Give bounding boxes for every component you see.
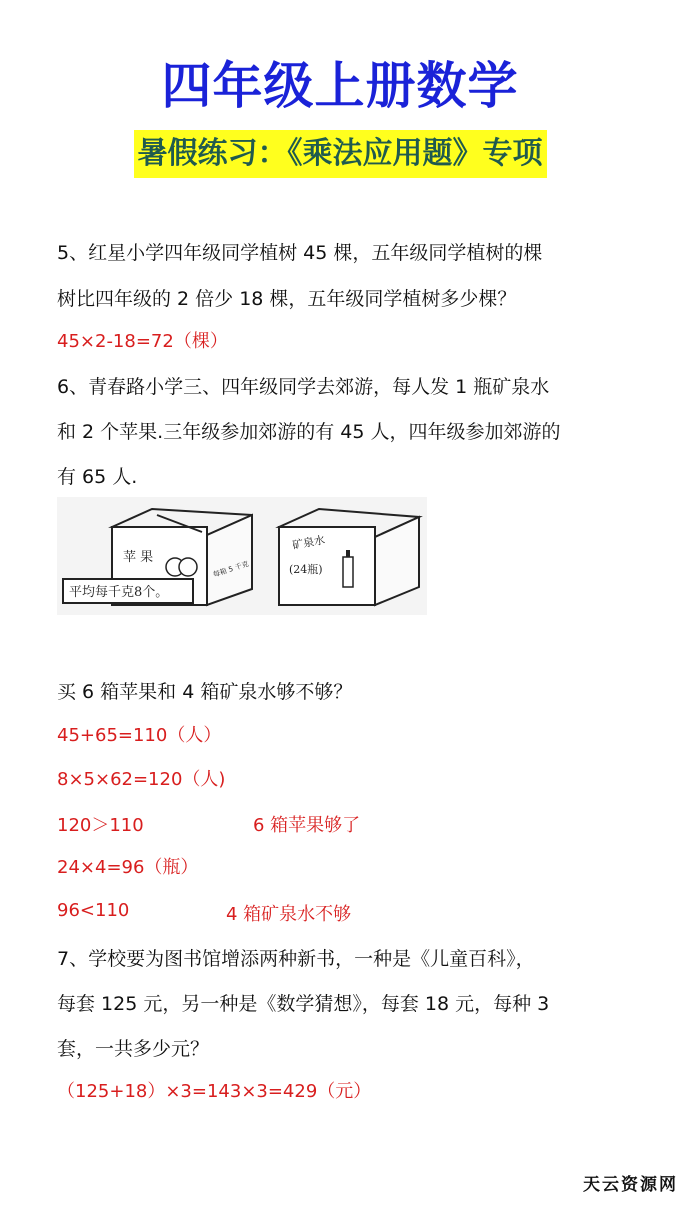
- q6-line-2: 和 2 个苹果.三年级参加郊游的有 45 人，四年级参加郊游的: [57, 421, 561, 443]
- q5-line-2: 树比四年级的 2 倍少 18 棵，五年级同学植树多少棵？: [57, 288, 517, 310]
- q6-answer-1: 45+65=110（人）: [57, 725, 222, 746]
- q6-answer-2: 8×5×62=120（人): [57, 769, 226, 790]
- q7-answer: （125+18）×3=143×3=429（元）: [57, 1081, 372, 1102]
- q7-line-3: 套，一共多少元？: [57, 1038, 210, 1060]
- q6-question: 买 6 箱苹果和 4 箱矿泉水够不够？: [57, 681, 353, 703]
- boxes-illustration: [57, 497, 427, 615]
- apple-box-label: 苹 果: [123, 550, 154, 565]
- watermark: 天云资源网: [583, 1175, 678, 1195]
- q6-line-1: 6、青春路小学三、四年级同学去郊游，每人发 1 瓶矿泉水: [57, 376, 550, 398]
- water-bottle-icon: [343, 557, 353, 587]
- q6-answer-5-calc: 96<110: [57, 900, 130, 921]
- q6-answer-4: 24×4=96（瓶）: [57, 857, 199, 878]
- apple-sign-text: 平均每千克8个。: [69, 585, 169, 600]
- q5-line-1: 5、红星小学四年级同学植树 45 棵，五年级同学植树的棵: [57, 242, 543, 264]
- water-box-label: 矿泉水: [291, 533, 327, 552]
- apple-box-side-label: 每箱 5 千克: [212, 559, 250, 579]
- page-title: 四年级上册数学: [161, 57, 519, 115]
- page-subtitle: 暑假练习：《乘法应用题》专项: [134, 130, 547, 178]
- q7-line-1: 7、学校要为图书馆增添两种新书，一种是《儿童百科》，: [57, 948, 535, 970]
- water-bottle-cap-icon: [346, 550, 350, 557]
- apple-icon: [179, 558, 197, 576]
- q6-answer-3-calc: 120＞110: [57, 815, 144, 836]
- q6-answer-3-result: 6 箱苹果够了: [253, 815, 361, 836]
- q6-line-3: 有 65 人.: [57, 466, 138, 488]
- q5-answer: 45×2-18=72（棵）: [57, 331, 228, 352]
- q6-answer-5-result: 4 箱矿泉水不够: [226, 904, 352, 925]
- q7-line-2: 每套 125 元，另一种是《数学猜想》，每套 18 元，每种 3: [57, 993, 550, 1015]
- subtitle-container: [0, 130, 680, 178]
- water-box-count: (24瓶): [289, 563, 323, 576]
